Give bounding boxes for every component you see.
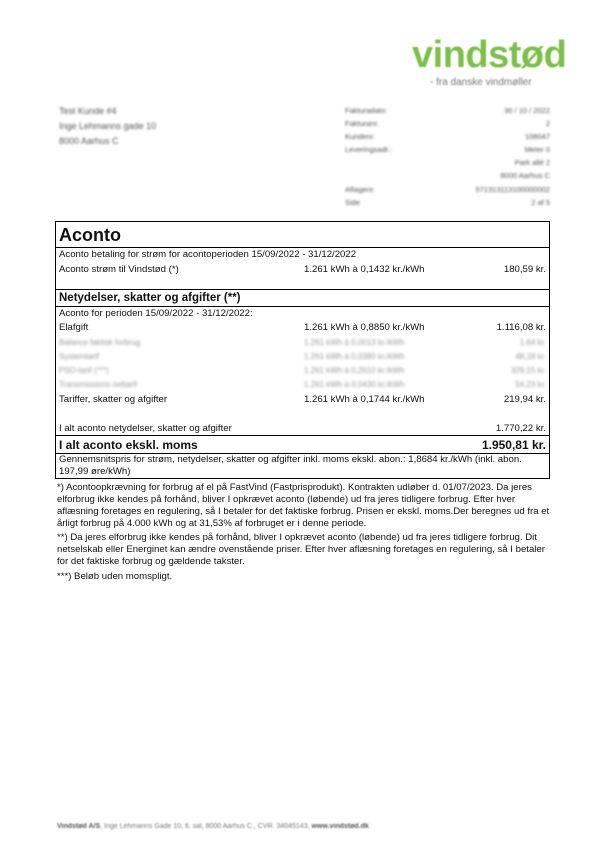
netydelser-title: Netydelser, skatter og afgifter (**) xyxy=(59,292,241,304)
meta-row xyxy=(345,183,550,196)
tariffer-line xyxy=(59,393,546,406)
customer-street: Inge Lehmanns gade 10 xyxy=(59,121,157,131)
page-footer xyxy=(57,823,369,830)
subtotal-label: I alt aconto netydelser, skatter og afgifter xyxy=(59,423,232,434)
line-amount: 329,15 kr. xyxy=(510,366,546,375)
subtotal-amount: 1.770,22 kr. xyxy=(495,423,546,434)
line-calc: 1.261 kWh à 0,0380 kr./kWh xyxy=(304,352,405,361)
line-label: Balance faktisk forbrug xyxy=(59,338,141,347)
aconto-table xyxy=(55,221,550,479)
average-price-text: Gennemsnitspris for strøm, netydelser, skatter og afgifter inkl. moms ekskl. abon.: 1,8684 kr./kWh (inkl. abon. 197,99 øre/kWh) xyxy=(59,454,522,477)
aconto-period xyxy=(59,248,546,261)
meta-row xyxy=(345,130,550,143)
line-amount: 54,23 kr. xyxy=(515,380,546,389)
meta-row xyxy=(345,156,550,169)
aconto-line xyxy=(59,263,546,276)
note-2: **) Da jeres elforbrug ikke kendes på forhånd, bliver I opkrævet aconto (løbende) ud fra jeres tidligere forbrug. Dit netselskab eller Energinet kan ændre ovenstående priser. Efter hver aflæsning foretages en regulering, så I betaler for det faktiske forbrug og gældende takster. xyxy=(57,532,545,567)
meta-value: 108047 xyxy=(524,132,550,142)
meta-label: Kundenr. xyxy=(345,132,376,142)
meta-value: 571313113100000002 xyxy=(475,184,550,194)
meta-value: 2 xyxy=(545,119,550,129)
netydelser-period-text: Aconto for perioden 15/09/2022 - 31/12/2022: xyxy=(59,308,253,319)
subtotal-line xyxy=(59,422,546,435)
footer-address: , Inge Lehmanns Gade 10, 6. sal, 8000 Aarhus C., CVR. 34045143, xyxy=(100,823,312,830)
logo-tagline: - fra danske vindmøller xyxy=(430,77,532,88)
total-label: I alt aconto ekskl. moms xyxy=(59,438,198,452)
meta-value: Park allé 2 xyxy=(514,158,550,168)
meta-value: Meter 0 xyxy=(524,145,550,155)
meta-value: 8000 Aarhus C xyxy=(500,171,550,181)
line-amount: 48,18 kr. xyxy=(515,352,546,361)
footer-web: www.vindstød.dk xyxy=(311,823,369,830)
blurred-line xyxy=(59,378,546,391)
note-1: *) Acontoopkrævning for forbrug af el på FastVind (Fastprisprodukt). Kontrakten udløber d. 01/07/2023. Da jeres elforbrug ikke kendes på forhånd, bliver I opkrævet aconto (løbende) ud fra jeres tidligere forbrug. Efter hver aflæsning foretages en regulering, så I betaler for det faktiske forbrug. Prisen er ekskl. moms.Der beregnes ud fra et årligt forbrug på 4.000 kWh og at 31,53% af forbruget er i denne periode. xyxy=(57,482,550,529)
customer-address xyxy=(59,104,156,149)
meta-row xyxy=(345,104,550,117)
line-amount: 1.116,08 kr. xyxy=(496,322,546,333)
line-calc: 1.261 kWh à 0,0430 kr./kWh xyxy=(304,380,405,389)
total-amount: 1.950,81 kr. xyxy=(481,438,546,452)
invoice-meta xyxy=(345,104,550,209)
line-label: Aconto strøm til Vindstød (*) xyxy=(59,264,179,275)
line-label: PSO-tarif (***) xyxy=(59,366,109,375)
meta-row xyxy=(345,169,550,182)
footer-company: Vindstød A/S xyxy=(57,823,101,830)
line-calc: 1.261 kWh à 0,8850 kr./kWh xyxy=(304,322,425,333)
meta-label: Side xyxy=(345,197,361,207)
meta-label: Fakturanr. xyxy=(345,119,379,129)
customer-city: 8000 Aarhus C xyxy=(59,136,119,146)
meta-label: Fakturadato: xyxy=(345,106,388,115)
line-label: Systemtarif xyxy=(59,352,100,361)
meta-row xyxy=(345,117,550,130)
line-calc: 1.261 kWh à 0,1744 kr./kWh xyxy=(304,394,425,405)
blurred-line xyxy=(59,364,546,377)
meta-value: 30 / 10 / 2022 xyxy=(504,106,550,115)
blurred-line xyxy=(59,350,546,363)
line-amount: 180,59 kr. xyxy=(503,264,546,275)
line-label: Tariffer, skatter og afgifter xyxy=(59,394,168,405)
blurred-line xyxy=(59,336,546,349)
note-3: ***) Beløb uden momspligt. xyxy=(57,571,173,582)
company-logo xyxy=(412,34,572,94)
elafgift-line xyxy=(59,321,546,334)
logo-wordmark: vindstød xyxy=(412,34,567,76)
line-calc: 1.261 kWh à 0,1432 kr./kWh xyxy=(304,264,425,275)
netydelser-period xyxy=(59,307,546,320)
aconto-title: Aconto xyxy=(59,225,121,245)
line-label: Elafgift xyxy=(59,322,89,333)
line-amount: 219,94 kr. xyxy=(503,394,546,405)
line-amount: 1,64 kr. xyxy=(519,338,546,347)
meta-row xyxy=(345,143,550,156)
divider xyxy=(56,289,549,290)
aconto-period-text: Aconto betaling for strøm for acontoperioden 15/09/2022 - 31/12/2022 xyxy=(59,249,357,260)
line-label: Transmissions nettarif xyxy=(59,380,137,389)
line-calc: 1.261 kWh à 0,0013 kr./kWh xyxy=(304,338,405,347)
meta-row xyxy=(345,196,550,209)
total-line xyxy=(59,437,546,453)
meta-label: Leveringsadr.: xyxy=(345,145,393,155)
divider xyxy=(56,435,549,436)
meta-label: Aftagenr. xyxy=(345,184,376,194)
customer-name: Test Kunde #4 xyxy=(59,106,117,116)
meta-value: 2 af 5 xyxy=(531,197,550,207)
line-calc: 1.261 kWh à 0,2610 kr./kWh xyxy=(304,366,405,375)
